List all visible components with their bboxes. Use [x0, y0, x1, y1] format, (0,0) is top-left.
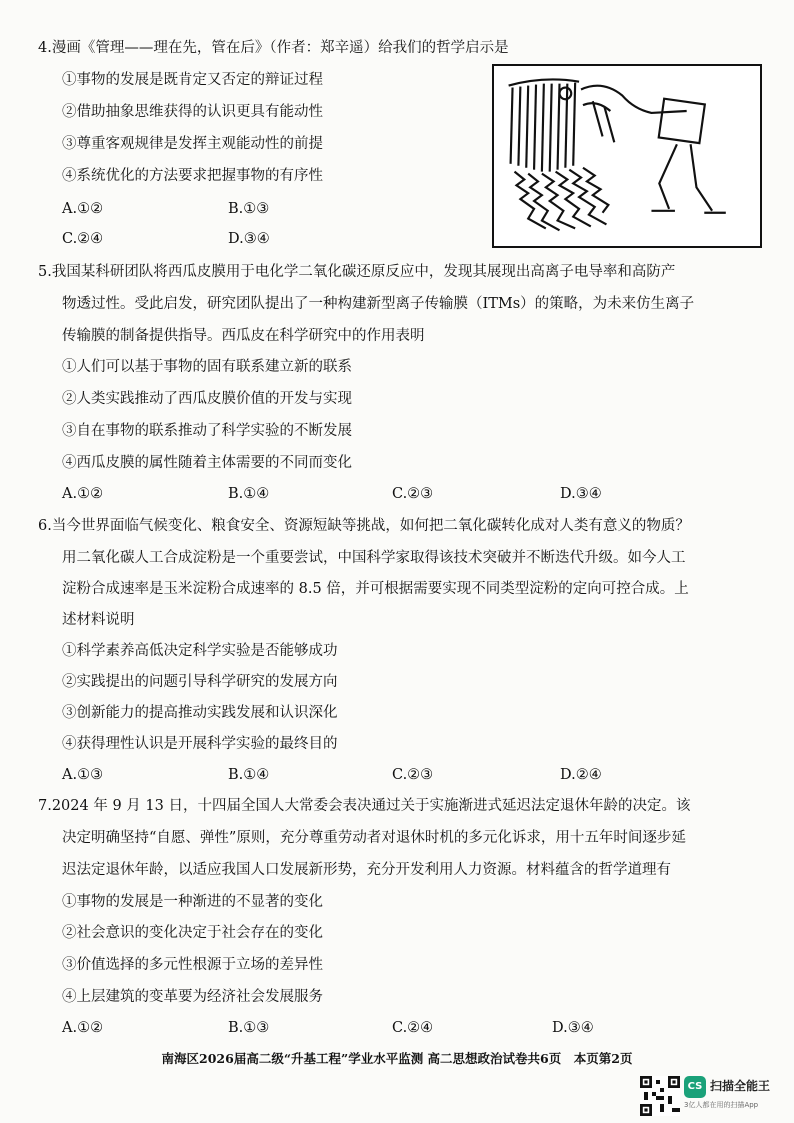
- watermark-subtitle: 3亿人都在用的扫描App: [684, 1101, 759, 1109]
- cartoon-image: [492, 64, 762, 248]
- q4-item-4: ④系统优化的方法要求把握事物的有序性: [62, 168, 323, 184]
- q5-stem-line-2: 物透过性。受此启发，研究团队提出了一种构建新型离子传输膜（ITMs）的策略，为未来仿生离子: [62, 296, 695, 312]
- page-footer: 南海区2026届高二级“升基工程”学业水平监测 高二思想政治试卷共6页 本页第2页: [161, 1051, 633, 1066]
- q4-option-b[interactable]: B.①③: [228, 201, 270, 217]
- q5-item-2: ②人类实践推动了西瓜皮膜价值的开发与实现: [62, 391, 352, 407]
- q6-option-b[interactable]: B.①④: [228, 767, 270, 783]
- watermark-title: 扫描全能王: [710, 1079, 771, 1093]
- q6-item-3: ③创新能力的提高推动实践发展和认识深化: [62, 705, 338, 721]
- q4-option-c[interactable]: C.②④: [62, 231, 104, 247]
- q5-option-c[interactable]: C.②③: [392, 486, 434, 502]
- q6-option-c[interactable]: C.②③: [392, 767, 434, 783]
- cartoon-drawing: [494, 66, 760, 246]
- q7-item-2: ②社会意识的变化决定于社会存在的变化: [62, 925, 323, 941]
- qr-code-icon: [640, 1076, 680, 1116]
- q5-option-a[interactable]: A.①②: [62, 486, 104, 502]
- q6-item-1: ①科学素养高低决定科学实验是否能够成功: [62, 643, 338, 659]
- q4-item-1: ①事物的发展是既肯定又否定的辩证过程: [62, 72, 323, 88]
- q4-option-a[interactable]: A.①②: [62, 201, 104, 217]
- q6-option-a[interactable]: A.①③: [62, 767, 104, 783]
- camscanner-logo-icon: CS: [684, 1076, 706, 1098]
- q6-item-2: ②实践提出的问题引导科学研究的发展方向: [62, 674, 338, 690]
- q7-option-a[interactable]: A.①②: [62, 1020, 104, 1036]
- q6-option-d[interactable]: D.②④: [560, 767, 602, 783]
- q5-option-d[interactable]: D.③④: [560, 486, 602, 502]
- q7-stem-line-1: 7.2024 年 9 月 13 日，十四届全国人大常委会表决通过关于实施渐进式延迟法定退休年龄的决定。该: [38, 798, 691, 814]
- q7-item-3: ③价值选择的多元性根源于立场的差异性: [62, 957, 323, 973]
- q7-item-1: ①事物的发展是一种渐进的不显著的变化: [62, 894, 323, 910]
- q4-item-3: ③尊重客观规律是发挥主观能动性的前提: [62, 136, 323, 152]
- q5-stem-line-1: 5.我国某科研团队将西瓜皮膜用于电化学二氧化碳还原反应中，发现其展现出高离子电导率和高防产: [38, 264, 676, 280]
- q6-stem-line-3: 淀粉合成速率是玉米淀粉合成速率的 8.5 倍，并可根据需要实现不同类型淀粉的定向可控合成。上: [62, 581, 689, 597]
- q4-item-2: ②借助抽象思维获得的认识更具有能动性: [62, 104, 323, 120]
- q4-stem: 4.漫画《管理——理在先，管在后》（作者：郑辛遥）给我们的哲学启示是: [38, 40, 509, 56]
- q7-option-c[interactable]: C.②④: [392, 1020, 434, 1036]
- q5-item-1: ①人们可以基于事物的固有联系建立新的联系: [62, 359, 352, 375]
- q5-option-b[interactable]: B.①④: [228, 486, 270, 502]
- q6-stem-line-2: 用二氧化碳人工合成淀粉是一个重要尝试，中国科学家取得该技术突破并不断迭代升级。如今人工: [62, 550, 686, 566]
- q6-stem-line-1: 6.当今世界面临气候变化、粮食安全、资源短缺等挑战，如何把二氧化碳转化成对人类有意义的物质？: [38, 518, 690, 534]
- q7-option-b[interactable]: B.①③: [228, 1020, 270, 1036]
- q5-item-3: ③自在事物的联系推动了科学实验的不断发展: [62, 423, 352, 439]
- q6-stem-line-4: 述材料说明: [62, 612, 135, 628]
- q4-option-d[interactable]: D.③④: [228, 231, 270, 247]
- q5-item-4: ④西瓜皮膜的属性随着主体需要的不同而变化: [62, 455, 352, 471]
- q6-item-4: ④获得理性认识是开展科学实验的最终目的: [62, 736, 338, 752]
- q7-stem-line-2: 决定明确坚持“自愿、弹性”原则，充分尊重劳动者对退休时机的多元化诉求，用十五年时间逐步延: [62, 830, 686, 846]
- q7-stem-line-3: 迟法定退休年龄，以适应我国人口发展新形势，充分开发利用人力资源。材料蕴含的哲学道理有: [62, 862, 671, 878]
- q7-item-4: ④上层建筑的变革要为经济社会发展服务: [62, 989, 323, 1005]
- q5-stem-line-3: 传输膜的制备提供指导。西瓜皮在科学研究中的作用表明: [62, 328, 425, 344]
- q7-option-d[interactable]: D.③④: [552, 1020, 594, 1036]
